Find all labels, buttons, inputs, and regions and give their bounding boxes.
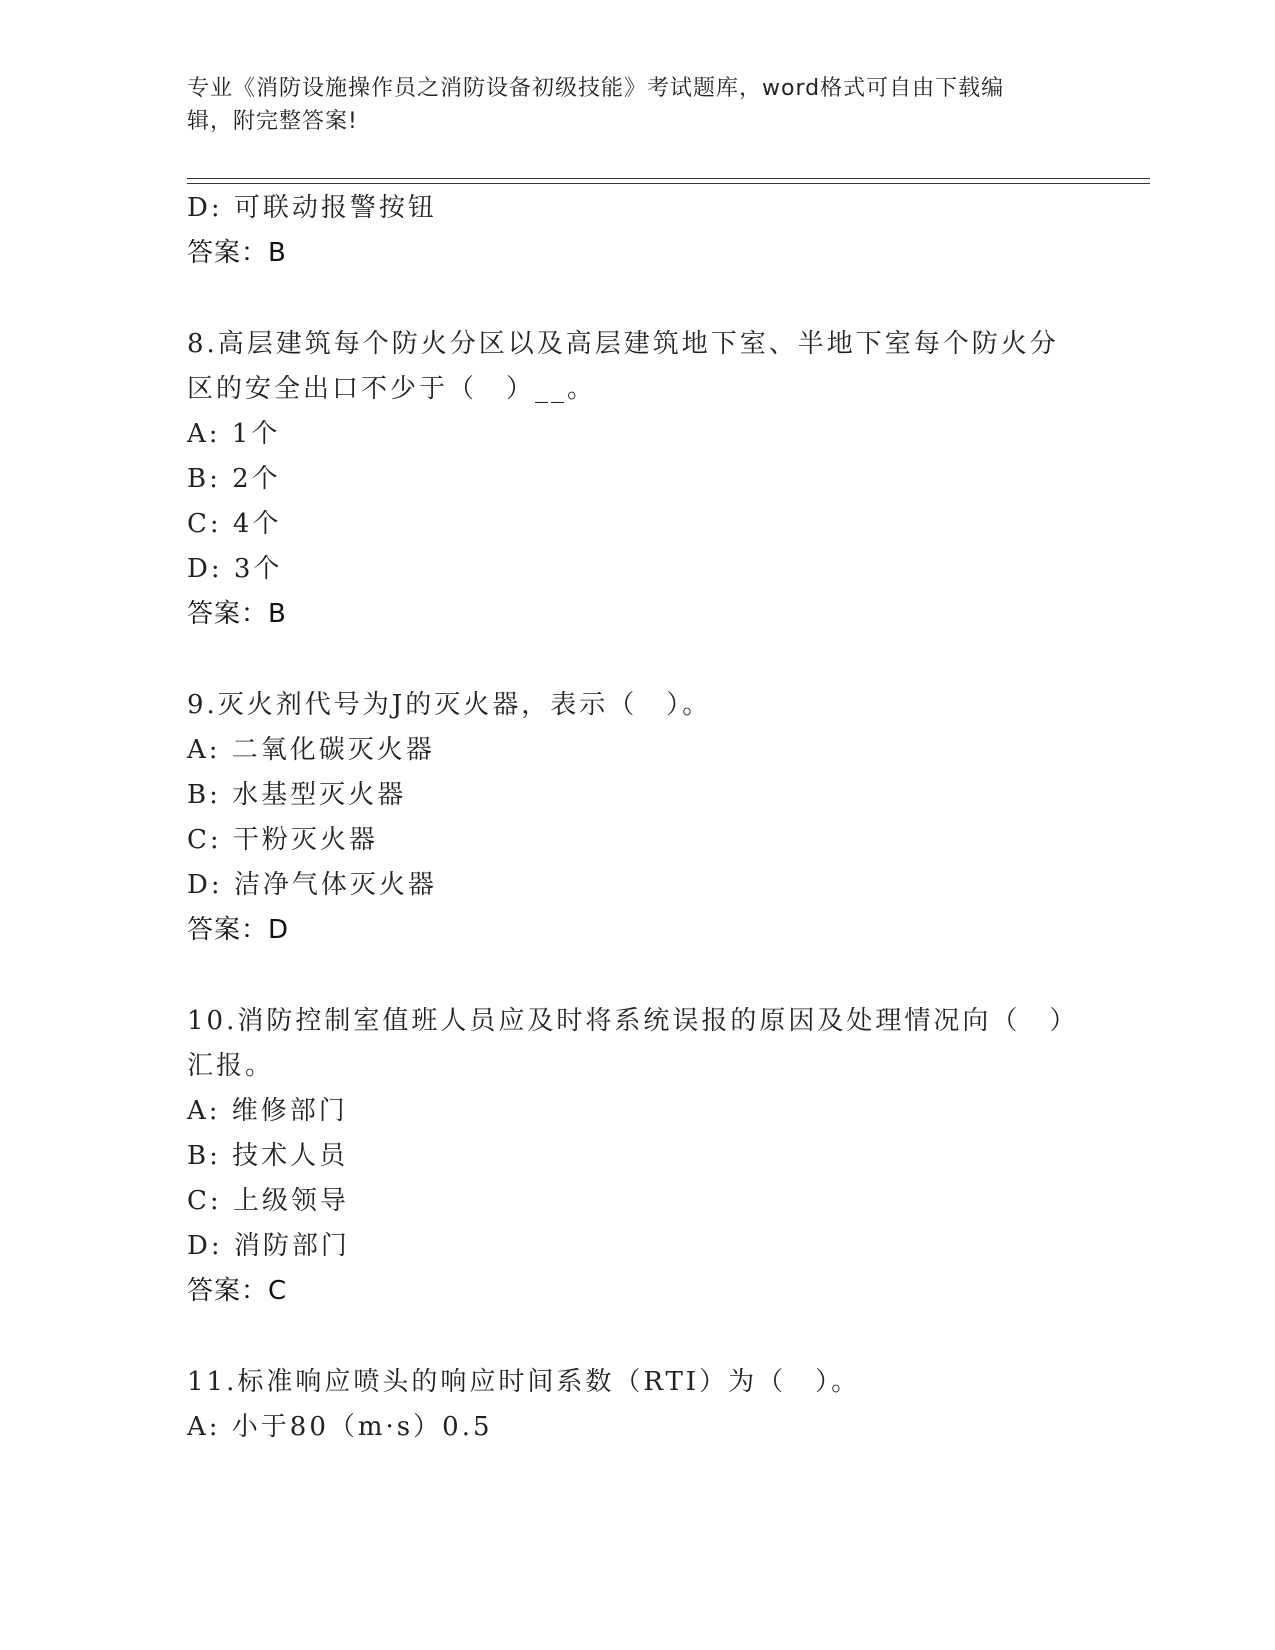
question-text-line-1: 9.灭火剂代号为J的灭火器，表示（ ）。 (187, 690, 712, 720)
answer-line: 答案：B (187, 238, 287, 268)
option-c: C: 上级领导 (187, 1186, 349, 1216)
spacer (187, 1314, 1087, 1360)
header-divider-bottom (187, 183, 1150, 184)
option-b: B: 水基型灭火器 (187, 780, 407, 810)
answer-line: 答案：B (187, 599, 287, 629)
document-header (187, 72, 1067, 138)
question-text-line-2: 汇报。 (187, 1051, 275, 1081)
question-text-line-2: 区的安全出口不少于（ ）__。 (187, 374, 597, 404)
header-divider-top (187, 178, 1150, 179)
question-11 (187, 1360, 1087, 1450)
question-list (187, 186, 1087, 1450)
question-8 (187, 322, 1087, 637)
option-a: A: 1个 (187, 419, 281, 449)
question-text-line-1: 11.标准响应喷头的响应时间系数（RTI）为（ ）。 (187, 1367, 861, 1397)
option-d: D: 可联动报警按钮 (187, 193, 437, 223)
option-d: D: 3个 (187, 554, 283, 584)
header-line-1: 专业《消防设施操作员之消防设备初级技能》考试题库，word格式可自由下载编 (187, 76, 1005, 101)
option-a: A: 维修部门 (187, 1096, 348, 1126)
answer-line: 答案：C (187, 1276, 288, 1306)
previous-question-tail (187, 186, 1087, 276)
spacer (187, 637, 1087, 683)
answer-line: 答案：D (187, 915, 290, 945)
option-b: B: 技术人员 (187, 1141, 349, 1171)
header-line-2: 辑，附完整答案! (187, 109, 358, 134)
question-9 (187, 683, 1087, 953)
spacer (187, 276, 1087, 322)
option-b: B: 2个 (187, 464, 281, 494)
option-c: C: 干粉灭火器 (187, 825, 378, 855)
option-d: D: 洁净气体灭火器 (187, 870, 437, 900)
option-d: D: 消防部门 (187, 1231, 350, 1261)
option-a: A: 小于80（m·s）0.5 (187, 1412, 493, 1442)
spacer (187, 953, 1087, 999)
question-10 (187, 999, 1087, 1314)
option-a: A: 二氧化碳灭火器 (187, 735, 435, 765)
question-text-line-1: 10.消防控制室值班人员应及时将系统误报的原因及处理情况向（ ） (187, 1006, 1079, 1036)
question-text-line-1: 8.高层建筑每个防火分区以及高层建筑地下室、半地下室每个防火分 (187, 329, 1059, 359)
option-c: C: 4个 (187, 509, 282, 539)
